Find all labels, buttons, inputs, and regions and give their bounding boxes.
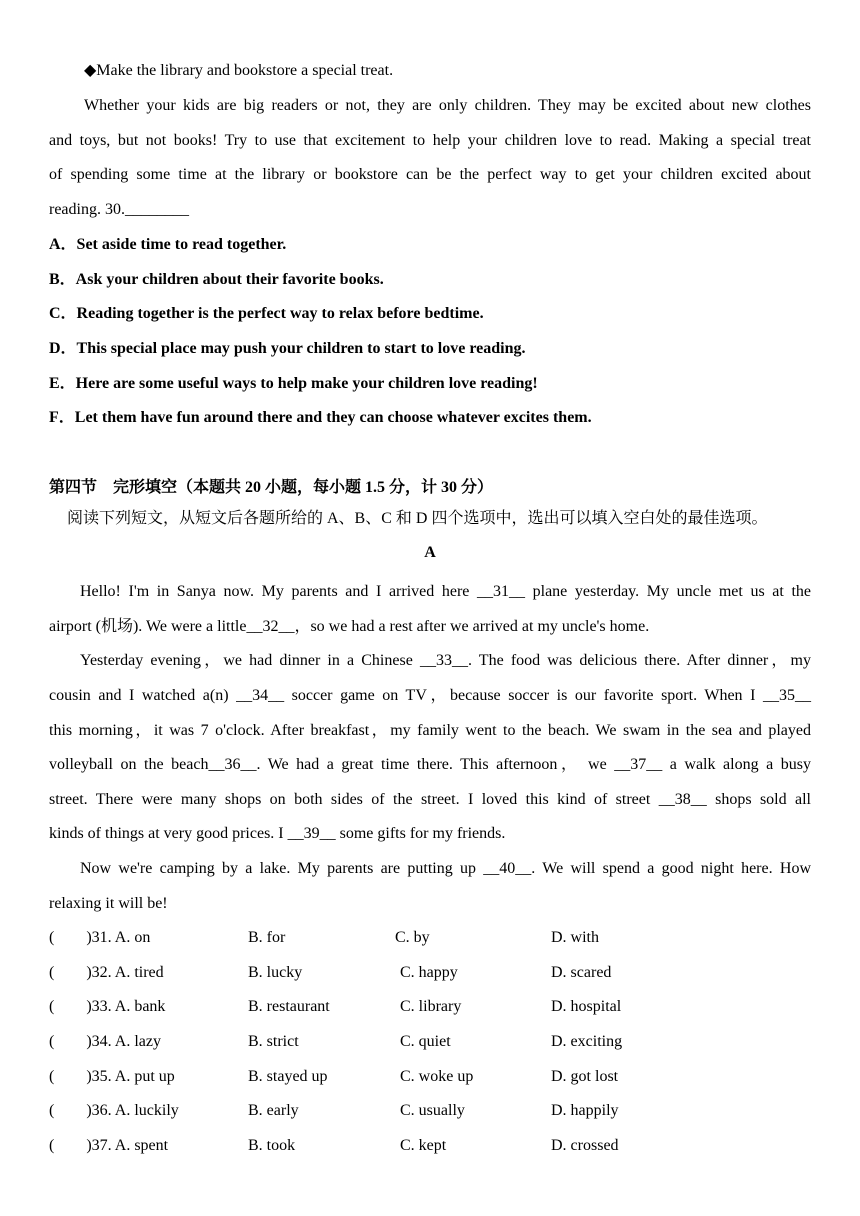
- paragraph-line: this morning，it was 7 o'clock. After breakfast，my family went to the beach. We swam in the sea and played: [49, 722, 811, 739]
- option-b: B. took: [248, 1137, 296, 1154]
- choice-option: F．Let them have fun around there and they can choose whatever excites them.: [49, 409, 592, 426]
- question-stem: ( )31. A. on: [49, 929, 151, 946]
- option-d: D. happily: [551, 1102, 619, 1119]
- question-row: [49, 1067, 811, 1087]
- question-stem: ( )34. A. lazy: [49, 1033, 161, 1050]
- question-row: [49, 1136, 811, 1156]
- choice-option: A．Set aside time to read together.: [49, 236, 287, 253]
- question-stem: ( )35. A. put up: [49, 1068, 175, 1085]
- option-d: D. exciting: [551, 1033, 623, 1050]
- paragraph-line: and toys, but not books! Try to use that excitement to help your children love to read. Making a special treat: [49, 132, 811, 149]
- paragraph-line: airport (机场). We were a little__32__，so we had a rest after we arrived at my uncle's home.: [49, 618, 650, 635]
- paragraph-line: cousin and I watched a(n) __34__ soccer game on TV，because soccer is our favorite sport. When I __35__: [49, 687, 811, 704]
- option-d: D. got lost: [551, 1068, 619, 1085]
- section-instruction: 阅读下列短文，从短文后各题所给的 A、B、C 和 D 四个选项中，选出可以填入空白处的最佳选项。: [67, 510, 768, 527]
- option-c: C. quiet: [400, 1033, 451, 1050]
- passage-label: A: [424, 544, 436, 561]
- question-stem: ( )37. A. spent: [49, 1137, 169, 1154]
- option-d: D. crossed: [551, 1137, 619, 1154]
- option-d: D. scared: [551, 964, 612, 981]
- question-stem: ( )33. A. bank: [49, 998, 166, 1015]
- option-b: B. restaurant: [248, 998, 330, 1015]
- paragraph-line: kinds of things at very good prices. I __39__ some gifts for my friends.: [49, 825, 506, 842]
- paragraph-line: Now we're camping by a lake. My parents are putting up __40__. We will spend a good night here. How: [80, 860, 811, 877]
- paragraph-line: street. There were many shops on both sides of the street. I loved this kind of street __38__ shops sold all: [49, 791, 811, 808]
- question-row: [49, 963, 811, 983]
- option-d: D. hospital: [551, 998, 622, 1015]
- option-c: C. happy: [400, 964, 458, 981]
- option-b: B. strict: [248, 1033, 299, 1050]
- question-row: [49, 928, 811, 948]
- section-title: 第四节 完形填空（本题共 20 小题，每小题 1.5 分，计 30 分）: [49, 479, 494, 496]
- question-row: [49, 997, 811, 1017]
- option-c: C. by: [395, 929, 430, 946]
- question-stem: ( )32. A. tired: [49, 964, 164, 981]
- choice-option: E．Here are some useful ways to help make your children love reading!: [49, 375, 538, 392]
- paragraph-line: Yesterday evening，we had dinner in a Chinese __33__. The food was delicious there. After dinner，my: [80, 652, 811, 669]
- option-b: B. lucky: [248, 964, 303, 981]
- question-row: [49, 1032, 811, 1052]
- choice-option: B．Ask your children about their favorite books.: [49, 271, 384, 288]
- option-b: B. early: [248, 1102, 299, 1119]
- choice-option: D．This special place may push your children to start to love reading.: [49, 340, 526, 357]
- option-d: D. with: [551, 929, 599, 946]
- paragraph-line: Whether your kids are big readers or not, they are only children. They may be excited about new clothes: [84, 97, 811, 114]
- choice-option: C．Reading together is the perfect way to relax before bedtime.: [49, 305, 484, 322]
- option-c: C. library: [400, 998, 462, 1015]
- paragraph-line: relaxing it will be!: [49, 895, 168, 912]
- paragraph-line: volleyball on the beach__36__. We had a great time there. This afternoon， we __37__ a walk along a busy: [49, 756, 811, 773]
- paragraph-line: of spending some time at the library or bookstore can be the perfect way to get your children excited about: [49, 166, 811, 183]
- question-stem: ( )36. A. luckily: [49, 1102, 179, 1119]
- paragraph-line: Hello! I'm in Sanya now. My parents and I arrived here __31__ plane yesterday. My uncle met us at the: [80, 583, 811, 600]
- option-c: C. kept: [400, 1137, 447, 1154]
- option-c: C. woke up: [400, 1068, 474, 1085]
- section-heading: ◆Make the library and bookstore a special treat.: [84, 62, 394, 79]
- paragraph-line: reading. 30.________: [49, 201, 189, 218]
- option-b: B. for: [248, 929, 286, 946]
- question-row: [49, 1101, 811, 1121]
- option-c: C. usually: [400, 1102, 465, 1119]
- option-b: B. stayed up: [248, 1068, 328, 1085]
